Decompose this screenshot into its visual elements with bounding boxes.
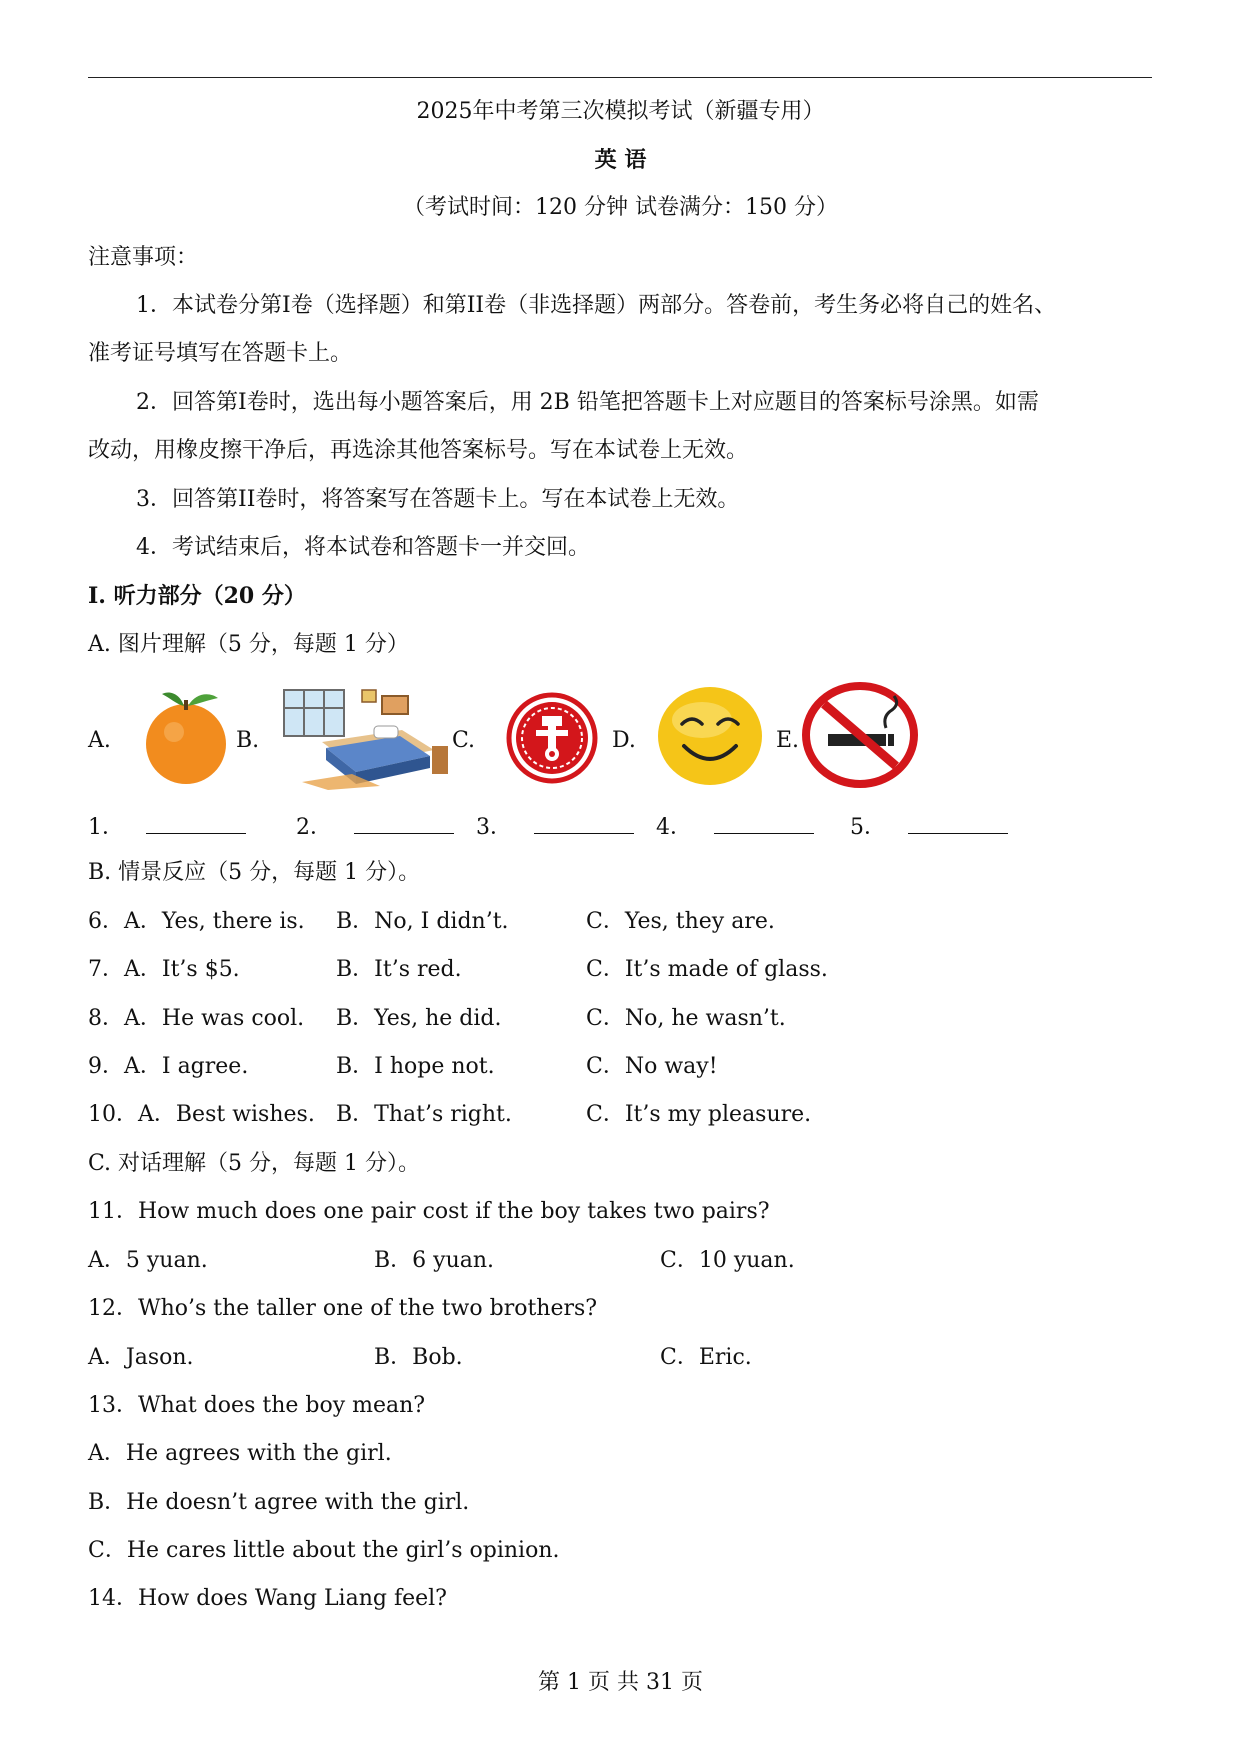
q7-option-c: C．It’s made of glass. [586, 957, 828, 982]
q6-option-b: B．No, I didn’t. [336, 909, 509, 934]
picture-label-b: B. [236, 728, 260, 753]
q9-option-b: B．I hope not. [336, 1054, 495, 1079]
q10-option-c: C．It’s my pleasure. [586, 1102, 812, 1127]
picture-label-a: A. [88, 728, 111, 753]
q8-option-b: B．Yes, he did. [336, 1006, 502, 1031]
q7-option-a: 7．A．It’s $5. [88, 957, 240, 982]
notice-item-4: 4．考试结束后，将本试卷和答题卡一并交回。 [136, 535, 590, 560]
q13-option-b: B．He doesn’t agree with the girl. [88, 1490, 470, 1515]
answer-blank-5[interactable]: 5． [850, 813, 1008, 842]
section-heading: I. 听力部分（20 分） [88, 583, 306, 609]
part-a-heading: A. 图片理解（5 分，每题 1 分） [88, 632, 409, 657]
notice-heading: 注意事项： [88, 245, 199, 270]
q9-option-a: 9．A．I agree. [88, 1054, 249, 1079]
q11-stem: 11．How much does one pair cost if the boy takes two pairs? [88, 1199, 770, 1224]
q14-stem: 14．How does Wang Liang feel? [88, 1586, 447, 1611]
q12-option-a: A．Jason. [88, 1345, 194, 1370]
part-b-heading: B. 情景反应（5 分，每题 1 分）。 [88, 860, 421, 885]
q10-option-a: 10．A．Best wishes. [88, 1102, 315, 1127]
q12-option-b: B．Bob. [374, 1345, 463, 1370]
answer-blank-2[interactable]: 2． [296, 813, 454, 842]
picture-label-d: D. [612, 728, 636, 753]
part-c-heading: C. 对话理解（5 分，每题 1 分）。 [88, 1151, 421, 1176]
answer-blank-4[interactable]: 4． [656, 813, 814, 842]
q11-option-b: B．6 yuan. [374, 1248, 495, 1273]
bedroom-icon [282, 686, 450, 790]
notice-item-2: 2．回答第I卷时，选出每小题答案后，用 2B 铅笔把答题卡上对应题目的答案标号涂黑。如需 [136, 390, 1039, 415]
paper-cut-seal-icon [506, 692, 598, 784]
q8-option-a: 8．A．He was cool. [88, 1006, 305, 1031]
exam-info: （考试时间：120 分钟 试卷满分：150 分） [403, 195, 838, 220]
q10-option-b: B．That’s right. [336, 1102, 512, 1127]
q11-option-a: A．5 yuan. [88, 1248, 208, 1273]
picture-label-c: C. [452, 728, 476, 753]
q7-option-b: B．It’s red. [336, 957, 462, 982]
top-rule [88, 77, 1152, 78]
q11-option-c: C．10 yuan. [660, 1248, 795, 1273]
q9-option-c: C．No way! [586, 1054, 718, 1079]
exam-title: 2025年中考第三次模拟考试（新疆专用） [416, 99, 825, 124]
orange-icon [140, 686, 236, 786]
q12-stem: 12．Who’s the taller one of the two brothers? [88, 1296, 598, 1321]
q6-option-c: C．Yes, they are. [586, 909, 775, 934]
answer-blank-3[interactable]: 3． [476, 813, 634, 842]
notice-item-3: 3．回答第II卷时，将答案写在答题卡上。写在本试卷上无效。 [136, 487, 740, 512]
page-footer: 第 1 页 共 31 页 [538, 1670, 703, 1695]
q13-option-c: C．He cares little about the girl’s opinion. [88, 1538, 560, 1563]
notice-item-1-cont: 准考证号填写在答题卡上。 [88, 341, 353, 366]
notice-item-1: 1．本试卷分第I卷（选择题）和第II卷（非选择题）两部分。答卷前，考生务必将自己的姓名、 [136, 293, 1057, 318]
q13-stem: 13．What does the boy mean? [88, 1393, 426, 1418]
no-smoking-icon [802, 682, 918, 788]
subject-title: 英 语 [594, 147, 647, 173]
picture-label-e: E. [776, 728, 800, 753]
q12-option-c: C．Eric. [660, 1345, 752, 1370]
q6-option-a: 6．A．Yes, there is. [88, 909, 305, 934]
smiley-face-icon [656, 684, 764, 788]
q13-option-a: A．He agrees with the girl. [88, 1441, 392, 1466]
notice-item-2-cont: 改动，用橡皮擦干净后，再选涂其他答案标号。写在本试卷上无效。 [88, 438, 749, 463]
q8-option-c: C．No, he wasn’t. [586, 1006, 786, 1031]
answer-blank-1[interactable]: 1． [88, 813, 246, 842]
